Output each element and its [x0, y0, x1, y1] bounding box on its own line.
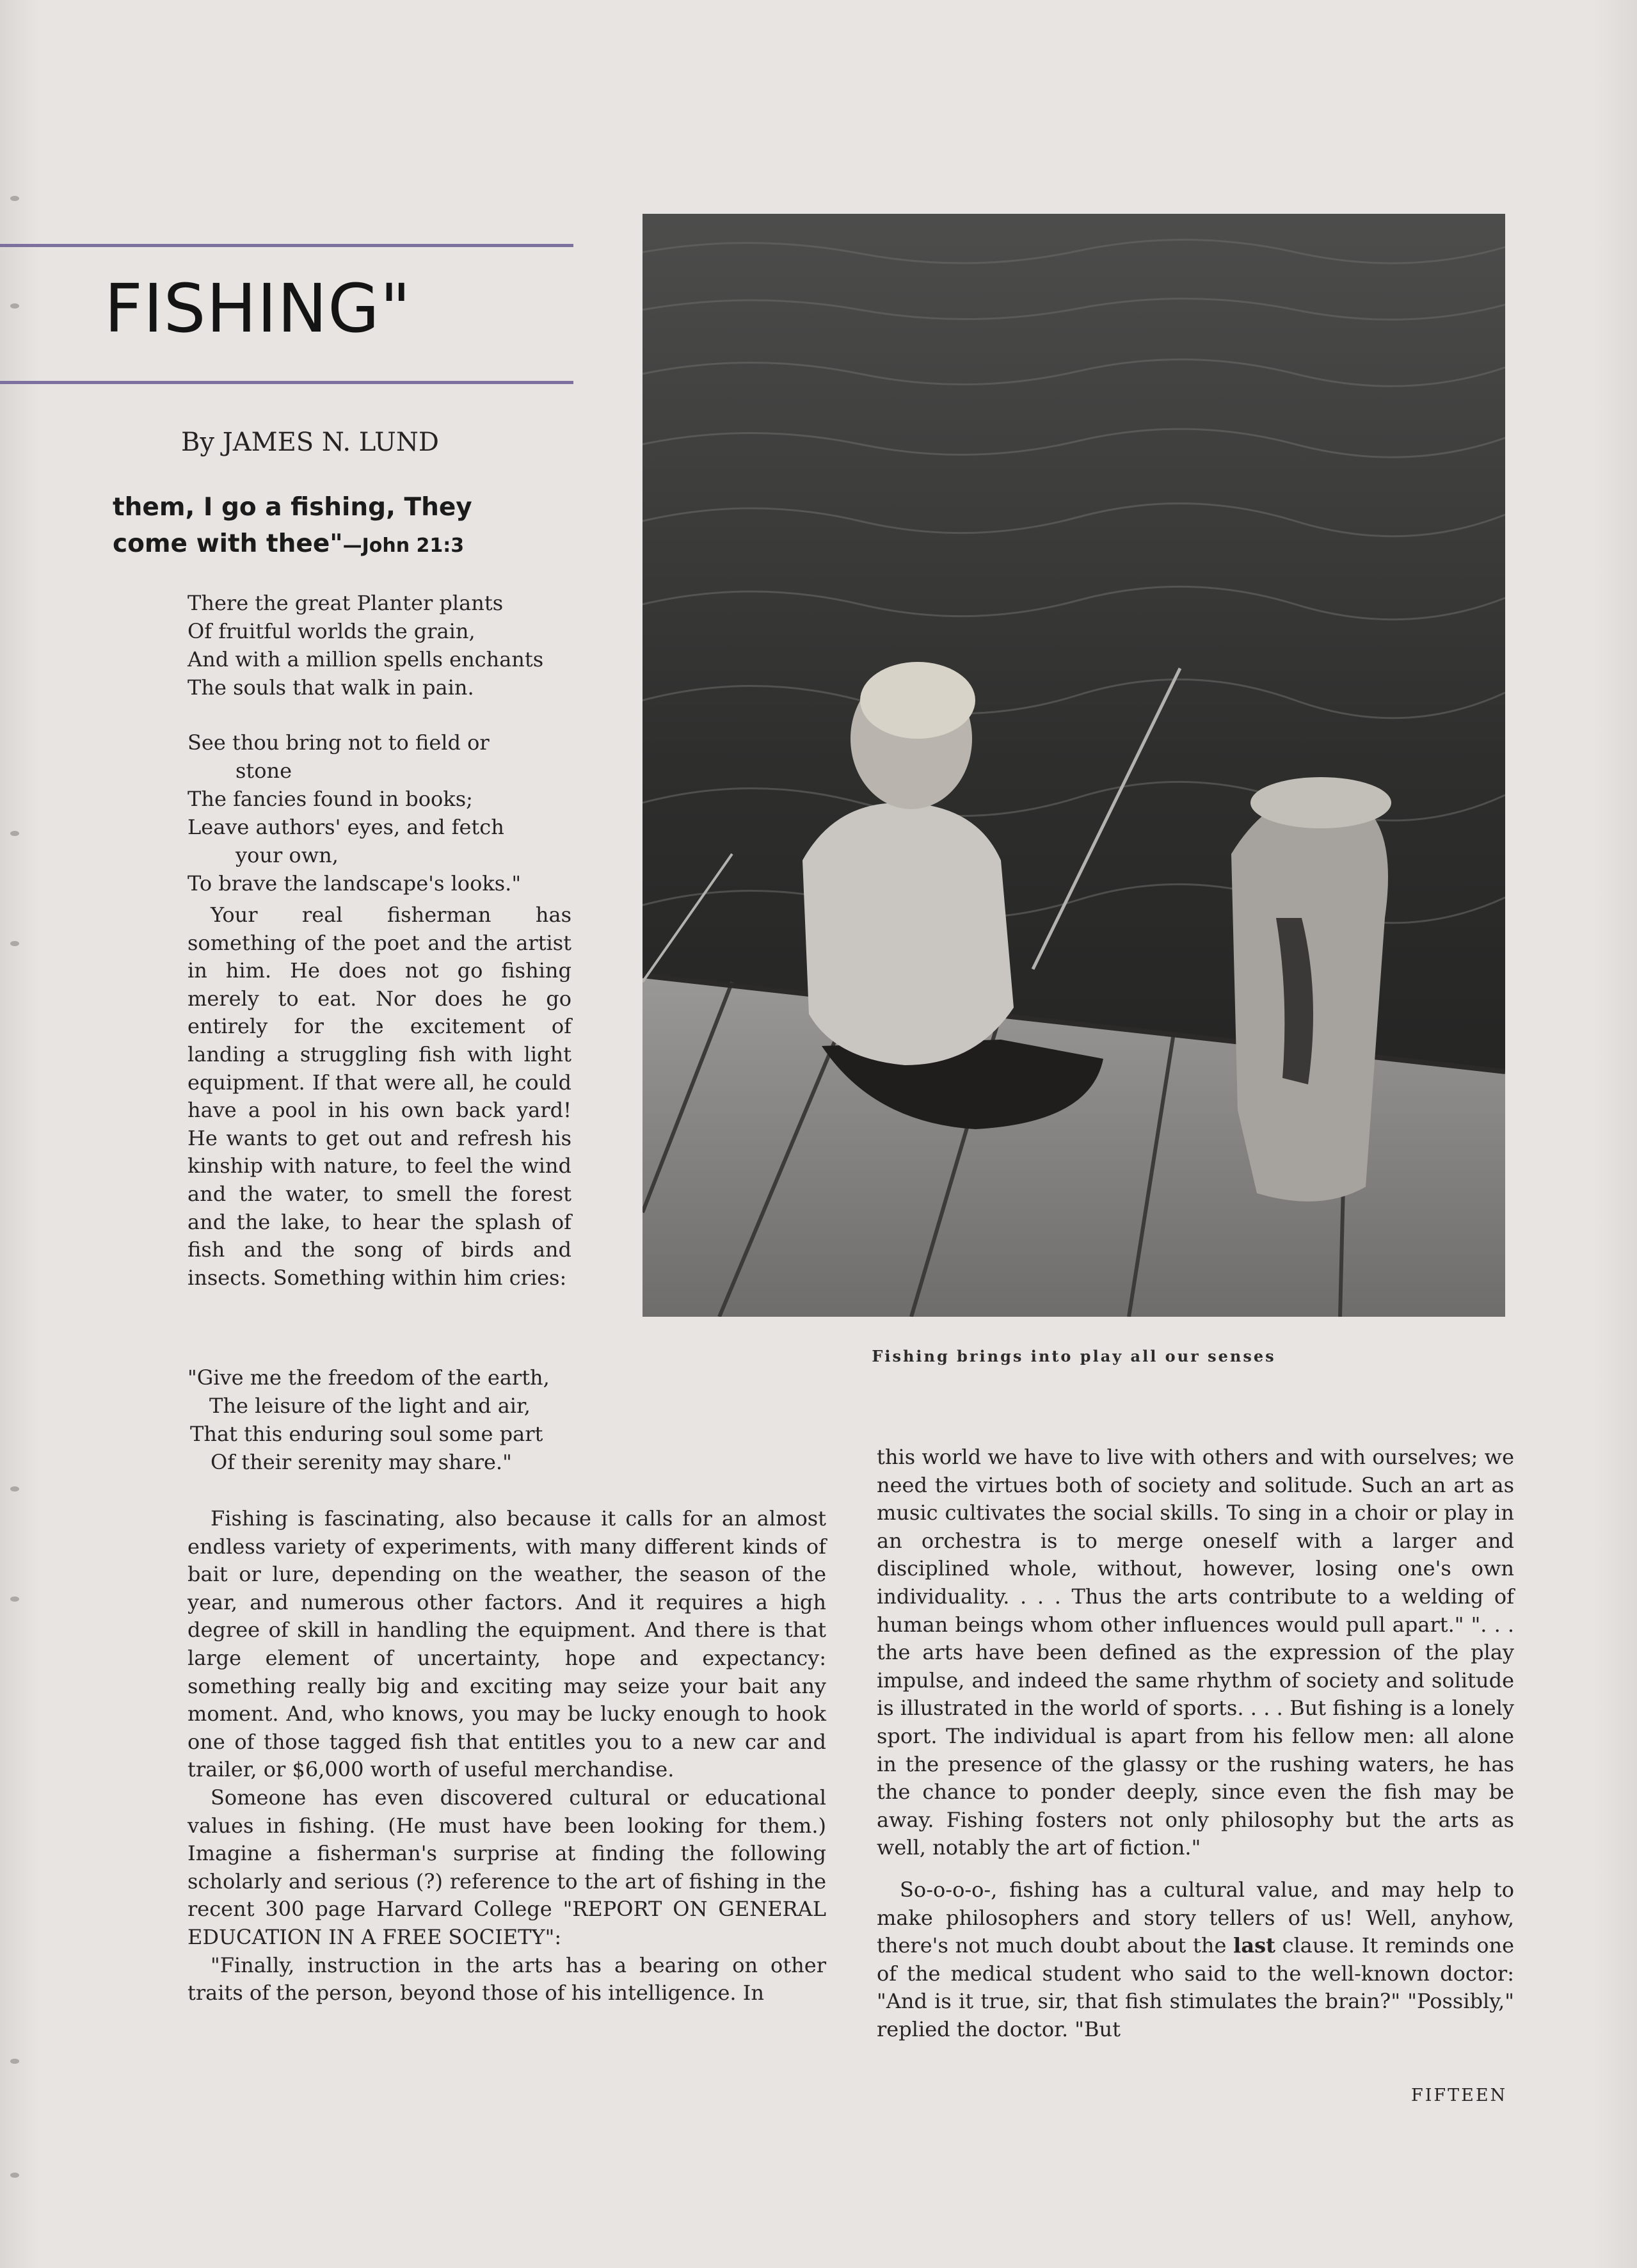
- body-paragraph: Fishing is fascinating, also because it calls for an almost endless variety of experiments, with many different kinds of bait or lure, depending on the weather, the season of the year, and numerous other factors. And it requires a high degree of skill in handling the equipment. And there is that large element of uncertainty, hope and expectancy: something really big and exciting may seize your bait any moment. And, who knows, you may be lucky enough to hook one of those tagged fish that entitles you to a new car and trailer, or $6,000 worth of useful merchandise.: [188, 1506, 826, 1782]
- boy-fishing-photo: [643, 214, 1505, 1317]
- poem-line: "Give me the freedom of the earth,: [188, 1365, 550, 1390]
- body-column: [188, 1505, 826, 2007]
- poem-line: There the great Planter plants: [188, 591, 504, 615]
- poem-line: The souls that walk in pain.: [188, 675, 474, 700]
- poem-stanza: [188, 589, 584, 702]
- binding-hole: [10, 831, 19, 836]
- byline: By JAMES N. LUND: [181, 428, 439, 457]
- poem-line: To brave the landscape's looks.": [188, 871, 522, 896]
- binding-hole: [10, 196, 19, 201]
- binding-hole: [10, 1486, 19, 1492]
- page-number: FIFTEEN: [1411, 2086, 1508, 2105]
- body-column: [188, 901, 571, 1292]
- binding-hole: [10, 303, 19, 309]
- poem-stanza: [188, 728, 584, 897]
- binding-hole: [10, 2059, 19, 2064]
- binding-hole: [10, 2173, 19, 2178]
- body-paragraph: Your real fisherman has something of the poet and the artist in him. He does not go fishing merely to eat. Nor does he go entirely for the excitement of landing a struggling fish with light equipment. If that were all, he could have a pool in his own back yard! He wants to get out and refresh his kinship with nature, to feel the wind and the water, to smell the forest and the lake, to hear the splash of fish and the song of birds and insects. Something within him cries:: [188, 903, 571, 1290]
- poem-line: stone: [236, 759, 292, 783]
- title-rule-top: [0, 244, 573, 247]
- poem-line: The fancies found in books;: [188, 787, 473, 811]
- binding-hole: [10, 941, 19, 946]
- epigraph-line: them, I go a fishing, They: [113, 493, 472, 522]
- body-paragraph: "Finally, instruction in the arts has a bearing on other traits of the person, beyond those of his intelligence. In: [188, 1952, 826, 2006]
- poem-line: The leisure of the light and air,: [209, 1394, 531, 1418]
- body-paragraph: Someone has even discovered cultural or educational values in fishing. (He must have been looking for them.) Imagine a fisherman's surprise at finding the following scholarly and serious (?) reference to the art of fishing in the recent 300 page Harvard College "REPORT ON GENERAL EDUCATION IN A FREE SOCIETY":: [188, 1785, 826, 1949]
- poem-line: And with a million spells enchants: [188, 647, 544, 672]
- epigraph-citation: —John 21:3: [342, 535, 465, 557]
- binding-hole: [10, 1596, 19, 1602]
- poem-stanza: [188, 1363, 584, 1476]
- body-paragraph: this world we have to live with others and with ourselves; we need the virtues both of society and solitude. Such an art as music cultivates the social skills. To sing in a choir or play in an orchestra is to merge oneself with a larger and disciplined whole, without, however, losing one's own individuality. . . . Thus the arts contribute to a welding of human beings whom other influences would pull apart." ". . . the arts have been defined as the expression of the play impulse, and indeed the same rhythm of society and solitude is illustrated in the world of sports. . . . But fishing is a lonely sport. The individual is apart from his fellow men: all alone in the presence of the glassy or the rushing waters, he has the chance to ponder deeply, since even the fish may be away. Fishing fosters not only philosophy but the arts as well, notably the art of fiction.": [877, 1445, 1514, 1860]
- title-rule-bottom: [0, 381, 573, 384]
- article-title: FISHING": [104, 269, 411, 348]
- poem-line: See thou bring not to field or: [188, 730, 490, 755]
- poem-line: Of fruitful worlds the grain,: [188, 619, 475, 643]
- photo-caption: Fishing brings into play all our senses: [872, 1347, 1276, 1365]
- poem-line: Of their serenity may share.": [211, 1450, 512, 1474]
- epigraph-line: come with thee"—John 21:3: [113, 529, 465, 558]
- body-column: [877, 1444, 1514, 2043]
- poem-line: Leave authors' eyes, and fetch: [188, 815, 504, 839]
- poem-line: your own,: [236, 843, 339, 867]
- body-paragraph: So-o-o-o-, fishing has a cultural value, and may help to make philosophers and story tellers of us! Well, anyhow, there's not much doubt about the last clause. It reminds one of the medical student who said to the well-known doctor: "And is it true, sir, that fish stimulates the brain?" "Possibly," replied the doctor. "But: [877, 1877, 1514, 2041]
- poem-line: That this enduring soul some part: [190, 1422, 543, 1446]
- epigraph: [113, 489, 573, 564]
